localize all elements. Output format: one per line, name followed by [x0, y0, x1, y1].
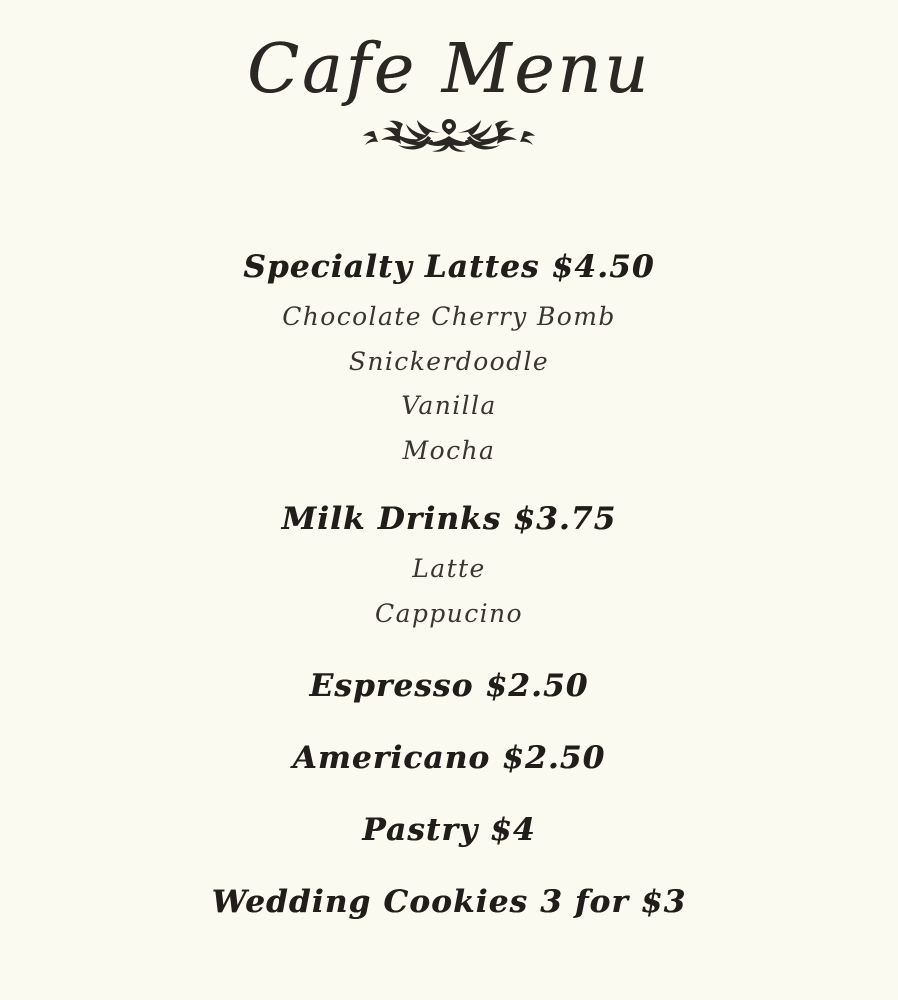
menu-sections: [0, 247, 898, 923]
menu-section: [0, 499, 898, 636]
section-heading: Pastry $4: [362, 811, 536, 848]
section-heading: Milk Drinks $3.75: [281, 501, 617, 538]
section-heading: Espresso $2.50: [309, 668, 589, 705]
menu-item: Chocolate Cherry Bomb: [282, 302, 616, 332]
menu-item: Cappucino: [375, 598, 523, 628]
menu-item: Latte: [412, 554, 486, 584]
page-title: Cafe Menu: [246, 30, 652, 109]
menu-section: [0, 738, 898, 780]
menu-item: Vanilla: [401, 391, 497, 421]
menu-item: Mocha: [402, 435, 496, 465]
section-heading: Specialty Lattes $4.50: [243, 249, 655, 286]
menu-section: [0, 666, 898, 708]
menu-section: [0, 810, 898, 852]
menu-section: [0, 247, 898, 473]
floral-divider-icon: [299, 109, 599, 161]
section-heading: Wedding Cookies 3 for $3: [211, 883, 687, 920]
section-heading: Americano $2.50: [292, 739, 606, 776]
menu-item: Snickerdoodle: [348, 346, 550, 376]
menu-section: [0, 882, 898, 924]
menu-header: [0, 0, 898, 161]
